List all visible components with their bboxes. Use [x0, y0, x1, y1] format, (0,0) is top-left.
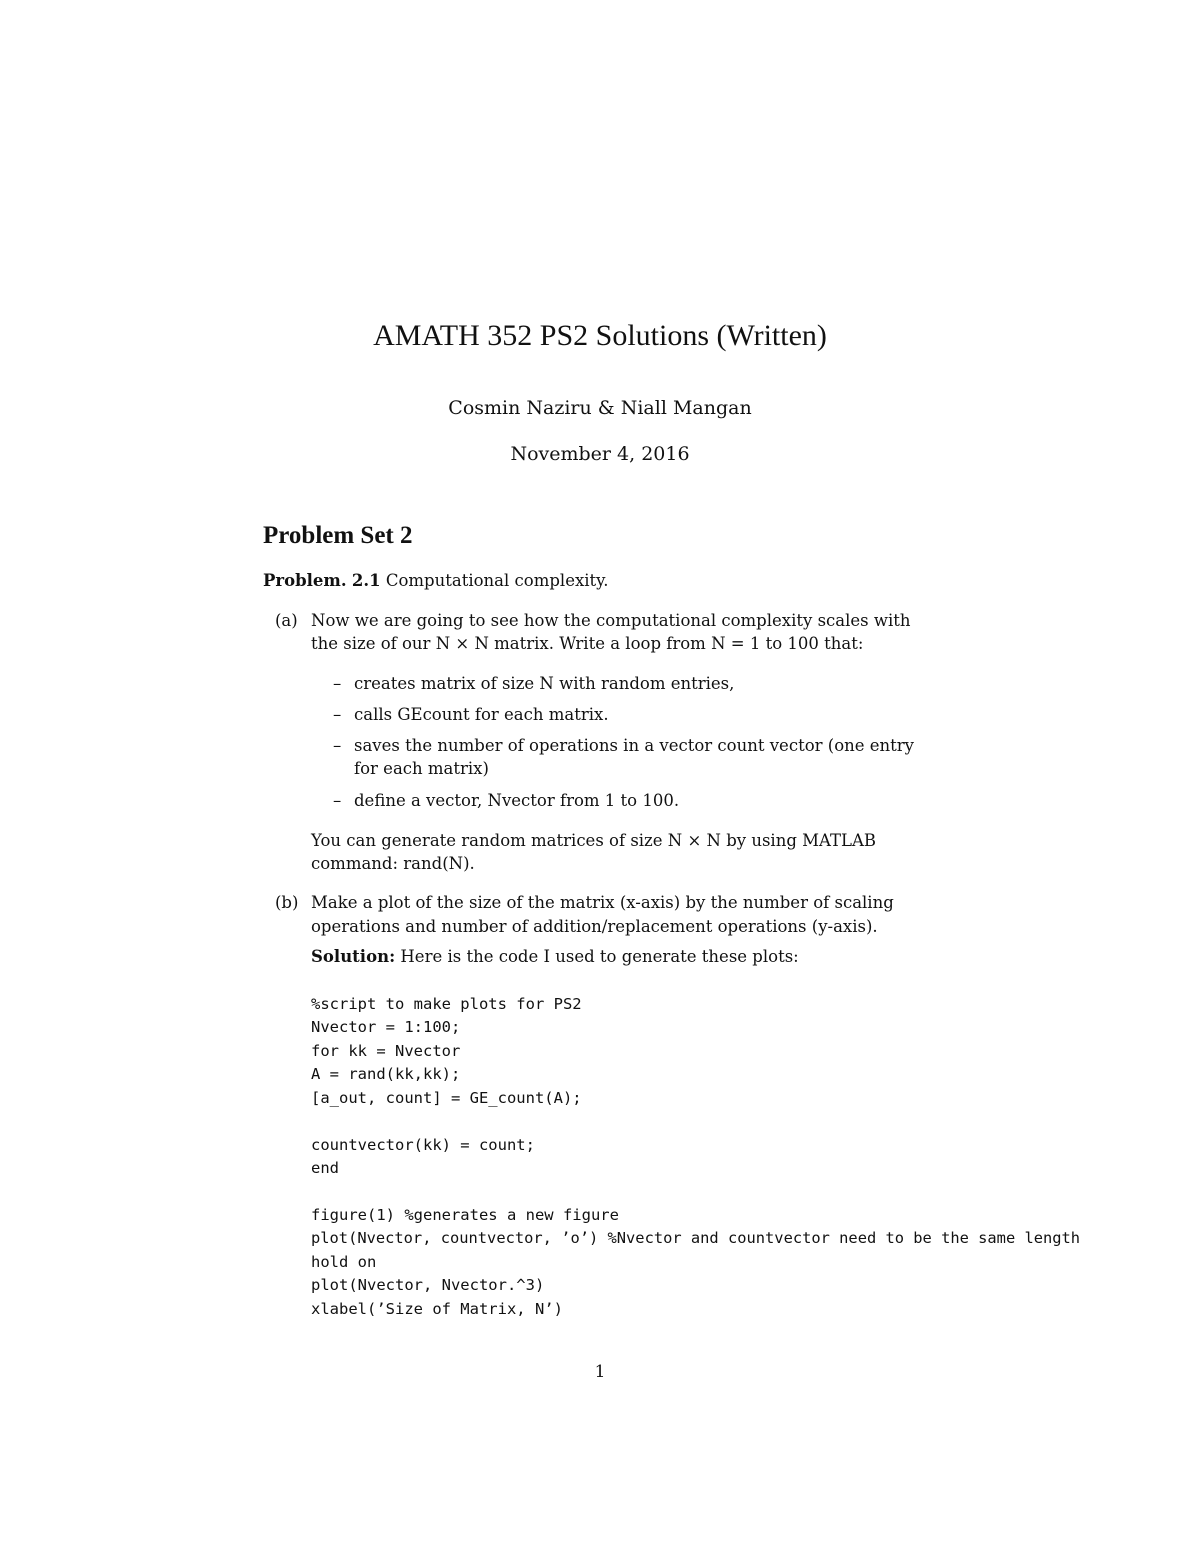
problem-heading [263, 569, 609, 593]
code-line: for kk = Nvector [311, 1042, 461, 1060]
code-line: countvector(kk) = count; [311, 1136, 535, 1154]
part-b-line-1: Make a plot of the size of the matrix (x-axis) by the number of scaling [311, 893, 894, 912]
bullet-2: calls GEcount for each matrix. [354, 705, 609, 724]
problem-label: Problem. [263, 571, 347, 590]
page-number: 1 [594, 1362, 606, 1382]
code-line: %script to make plots for PS2 [311, 995, 582, 1013]
code-line: figure(1) %generates a new figure [311, 1206, 619, 1224]
code-line: plot(Nvector, countvector, ’o’) %Nvector and countvector need to be the same length [311, 1229, 1081, 1247]
bullet-3-line-1: saves the number of operations in a vector count vector (one entry [354, 736, 915, 755]
part-a-label: (a) [275, 611, 298, 630]
bullet-3-line-2: for each matrix) [354, 759, 489, 778]
code-line: A = rand(kk,kk); [311, 1065, 461, 1083]
bullet-dash: – [333, 791, 342, 810]
bullet-dash: – [333, 705, 342, 724]
solution-text: Here is the code I used to generate these plots: [400, 947, 799, 966]
solution-line [311, 945, 799, 969]
problem-title: Computational complexity. [385, 571, 609, 590]
code-line: Nvector = 1:100; [311, 1018, 461, 1036]
part-a-line-2: the size of our N × N matrix. Write a loop from N = 1 to 100 that: [311, 634, 864, 653]
section-heading: Problem Set 2 [263, 522, 413, 549]
part-a-note-line-2: command: rand(N). [311, 854, 475, 873]
bullet-dash: – [333, 674, 342, 693]
date: November 4, 2016 [510, 443, 690, 465]
code-line: plot(Nvector, Nvector.^3) [311, 1276, 545, 1294]
authors: Cosmin Naziru & Niall Mangan [448, 397, 752, 419]
part-b-line-2: operations and number of addition/replacement operations (y-axis). [311, 917, 878, 936]
part-a-line-1: Now we are going to see how the computational complexity scales with [311, 611, 911, 630]
bullet-4: define a vector, Nvector from 1 to 100. [354, 791, 680, 810]
code-line: [a_out, count] = GE_count(A); [311, 1089, 582, 1107]
solution-label: Solution: [311, 947, 396, 966]
code-line: end [311, 1159, 339, 1177]
part-a-note-line-1: You can generate random matrices of size N × N by using MATLAB [311, 831, 877, 850]
bullet-1: creates matrix of size N with random entries, [354, 674, 735, 693]
code-line: xlabel(’Size of Matrix, N’) [311, 1300, 563, 1318]
document-title: AMATH 352 PS2 Solutions (Written) [373, 319, 827, 352]
code-line: hold on [311, 1253, 377, 1271]
bullet-dash: – [333, 736, 342, 755]
part-b-label: (b) [275, 893, 299, 912]
problem-number: 2.1 [351, 571, 381, 590]
